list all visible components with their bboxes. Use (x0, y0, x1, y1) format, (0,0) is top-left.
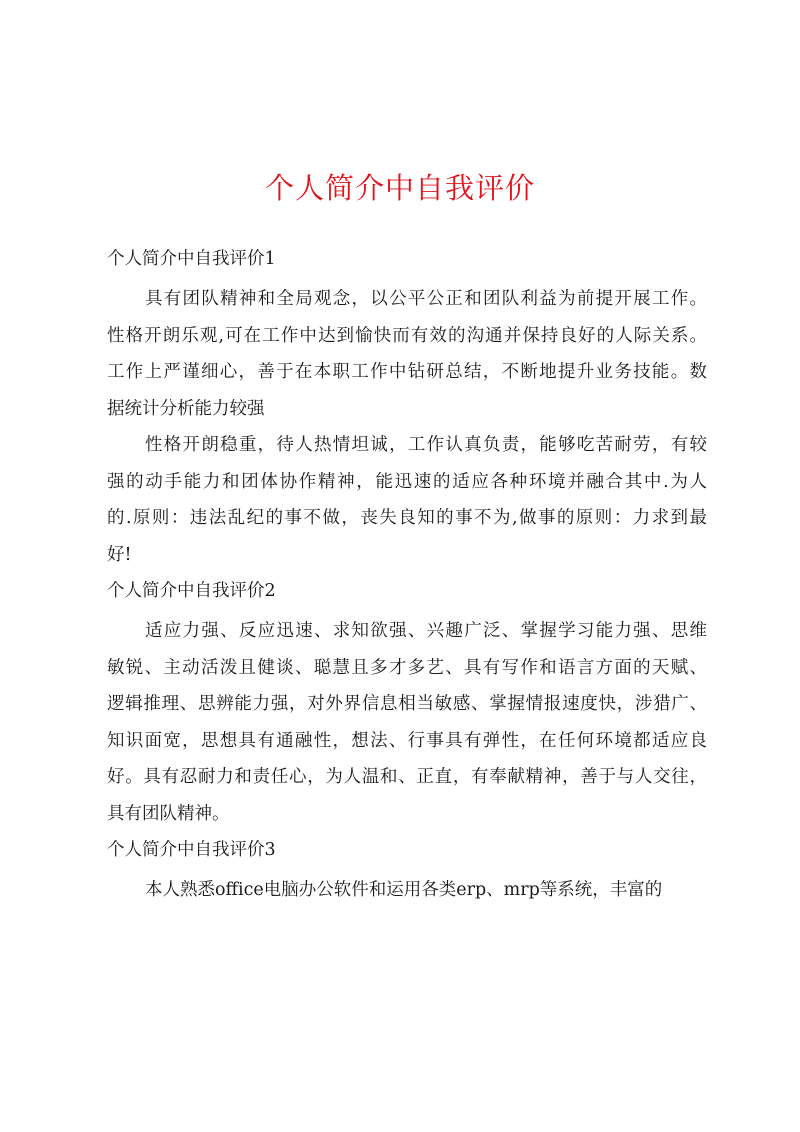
section (107, 243, 707, 573)
paragraph-line: 具有团队精神和全局观念，以公平公正和团队利益为前提开展工作。 (145, 289, 707, 309)
paragraph (107, 613, 707, 832)
section-heading: 个人简介中自我评价3 (107, 840, 276, 860)
paragraph (107, 427, 707, 573)
section-heading: 个人简介中自我评价2 (107, 581, 276, 601)
paragraph-line: 性格开朗乐观,可在工作中达到愉快而有效的沟通并保持良好的人际关系。 (107, 325, 707, 346)
paragraph-line: 好。具有忍耐力和责任心，为人温和、正直，有奉献精神，善于与人交往， (107, 767, 707, 787)
paragraph-line: 据统计分析能力较强 (107, 398, 265, 419)
paragraph-line: 工作上严谨细心，善于在本职工作中钻研总结，不断地提升业务技能。数 (107, 362, 707, 382)
section (107, 832, 707, 909)
paragraph-line: 强的动手能力和团体协作精神，能迅速的适应各种环境并融合其中.为人 (107, 471, 707, 492)
paragraph-line: 的.原则：违法乱纪的事不做，丧失良知的事不为,做事的原则：力求到最 (107, 508, 707, 528)
paragraph (107, 281, 707, 427)
paragraph-line: 具有团队精神。 (107, 803, 230, 824)
section-heading: 个人简介中自我评价1 (107, 249, 276, 269)
document-body (107, 243, 707, 909)
paragraph-line: 敏锐、主动活泼且健谈、聪慧且多才多艺、具有写作和语言方面的天赋、 (107, 657, 707, 678)
paragraph-line: 本人熟悉office电脑办公软件和运用各类erp、mrp等系统，丰富的 (145, 880, 663, 900)
paragraph (107, 872, 707, 909)
paragraph-line: 性格开朗稳重，待人热情坦诚，工作认真负责，能够吃苦耐劳，有较 (145, 435, 707, 455)
paragraph-line: 适应力强、反应迅速、求知欲强、兴趣广泛、掌握学习能力强、思维 (145, 621, 707, 641)
paragraph-line: 知识面宽，思想具有通融性，想法、行事具有弹性，在任何环境都适应良 (107, 730, 707, 751)
document-title: 个人简介中自我评价 (264, 171, 535, 205)
paragraph-line: 逻辑推理、思辨能力强，对外界信息相当敏感、掌握情报速度快，涉猎广、 (107, 694, 707, 714)
paragraph-line: 好! (107, 544, 132, 565)
section (107, 573, 707, 832)
